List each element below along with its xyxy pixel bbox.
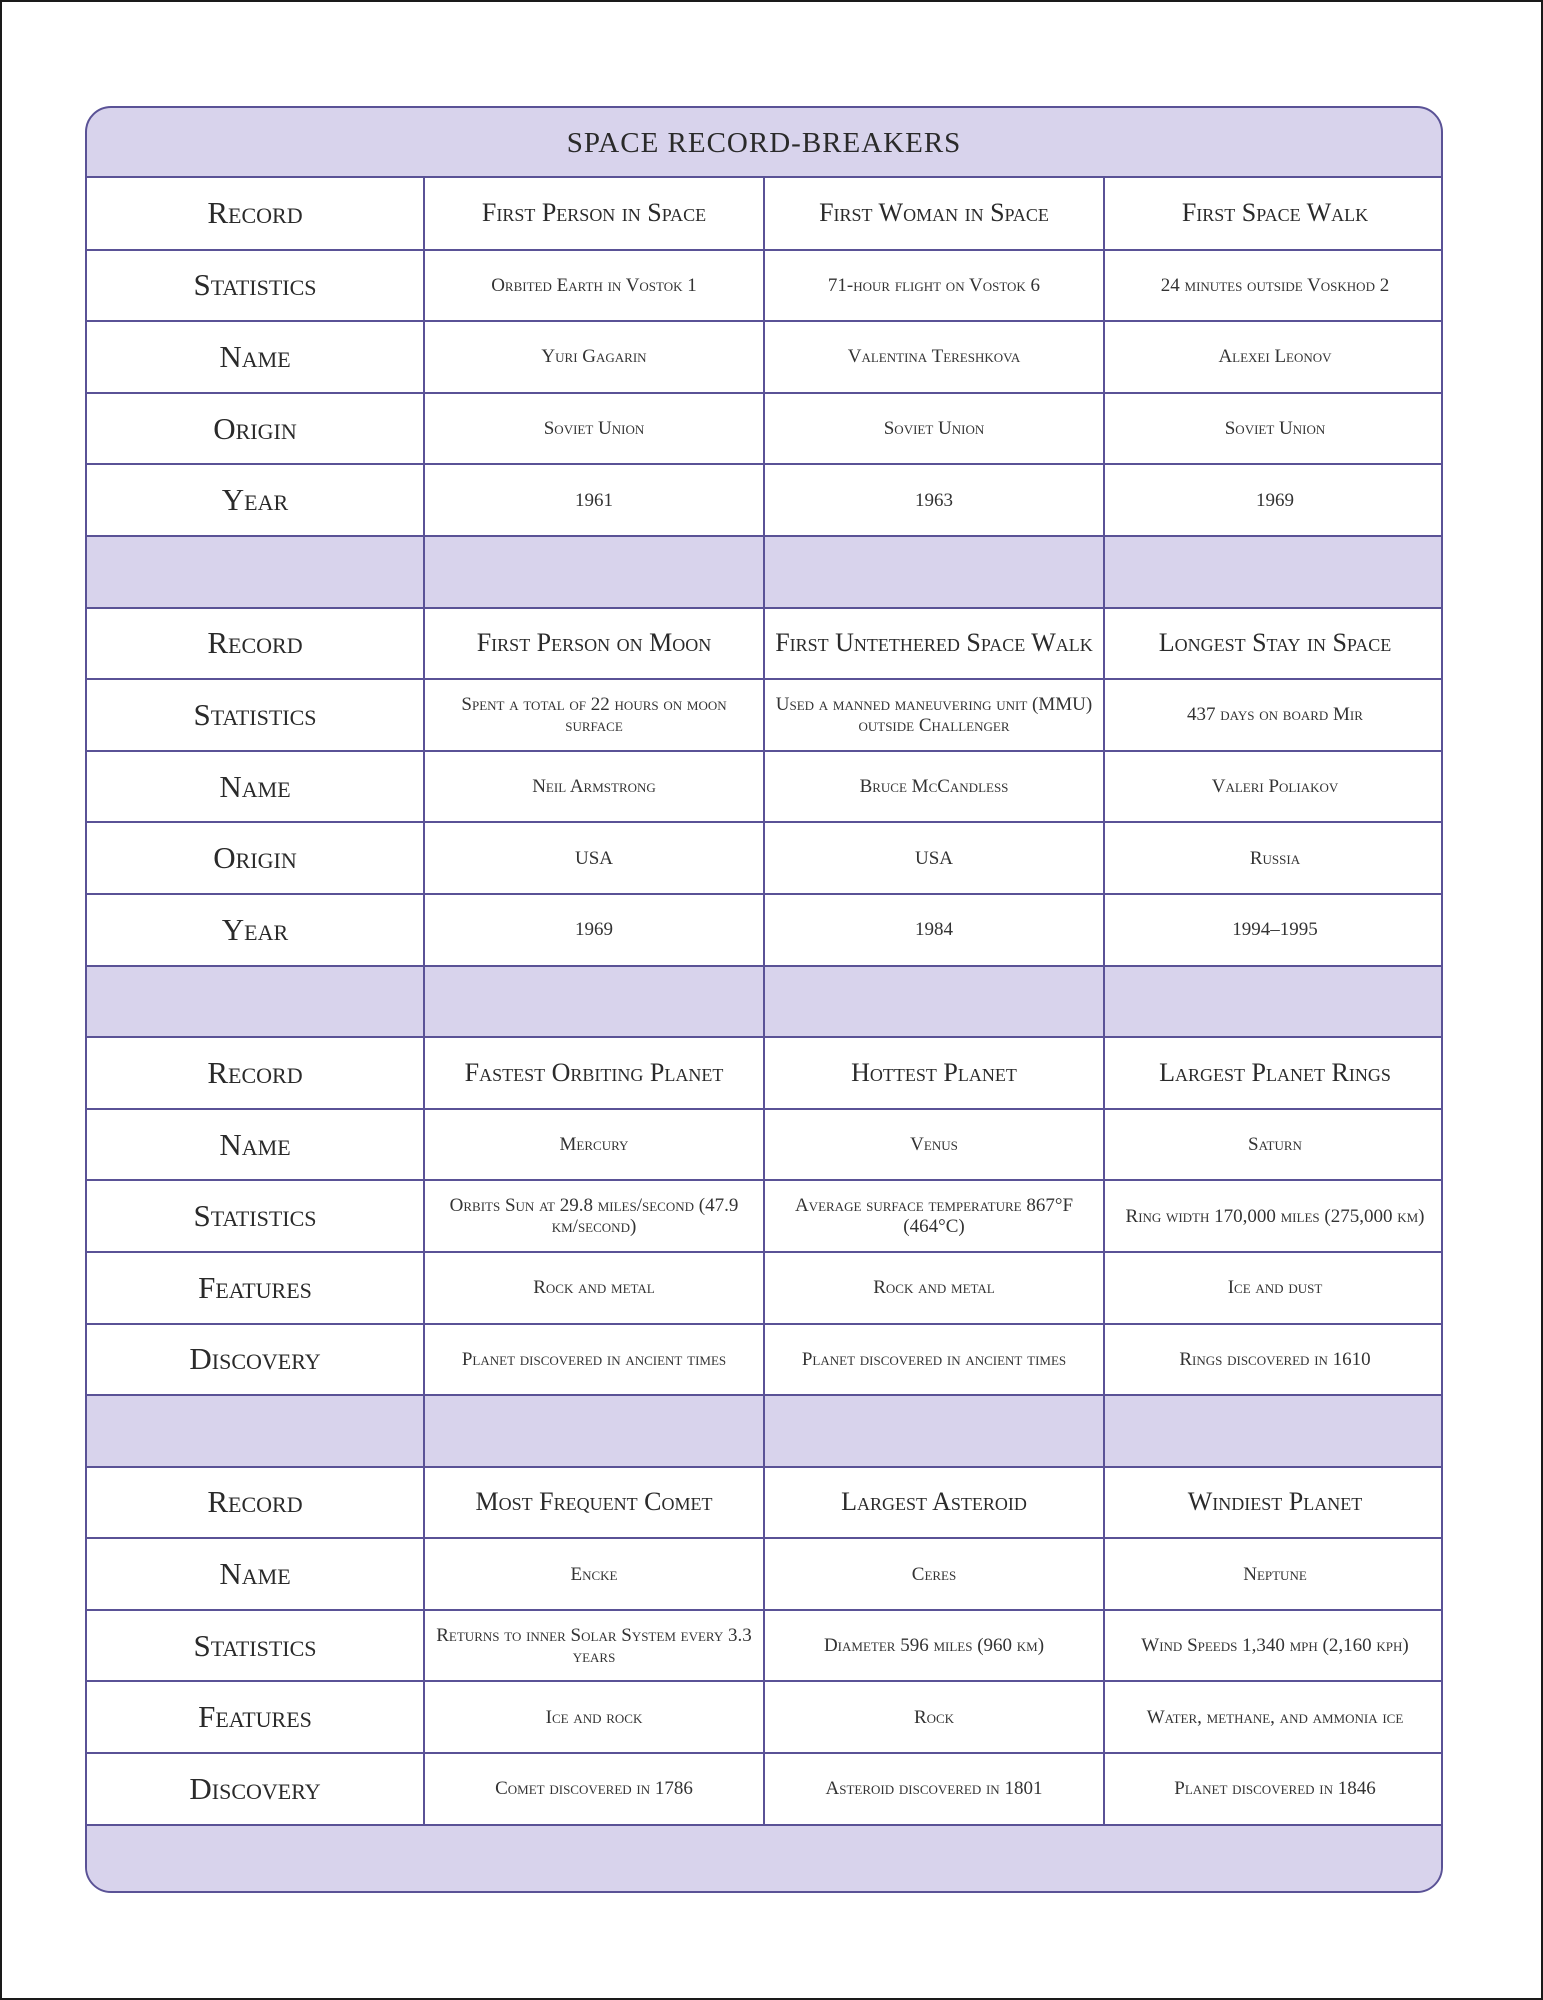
record-title-cell: First Person in Space (424, 178, 764, 250)
table-row (87, 464, 1443, 536)
row-label: Discovery (87, 1753, 424, 1825)
table-cell: Comet discovered in 1786 (424, 1753, 764, 1825)
divider-cell (424, 966, 764, 1038)
section-divider-band (87, 536, 1443, 608)
row-label: Record (87, 1467, 424, 1539)
table-row (87, 1681, 1443, 1753)
row-label: Year (87, 464, 424, 536)
table-cell: Orbited Earth in Vostok 1 (424, 250, 764, 322)
table-cell: Rock and metal (764, 1252, 1104, 1324)
table-cell: Saturn (1104, 1109, 1443, 1181)
table-row (87, 1610, 1443, 1682)
table-row (87, 608, 1443, 680)
divider-cell (87, 966, 424, 1038)
row-label: Record (87, 1037, 424, 1109)
table-row (87, 321, 1443, 393)
table-cell: 1969 (424, 894, 764, 966)
divider-cell (1104, 536, 1443, 608)
table-cell: USA (424, 822, 764, 894)
table-cell: Ice and dust (1104, 1252, 1443, 1324)
table-row (87, 751, 1443, 823)
table-row (87, 1109, 1443, 1181)
table-cell: Returns to inner Solar System every 3.3 years (424, 1610, 764, 1682)
table-cell: Diameter 596 miles (960 km) (764, 1610, 1104, 1682)
table-cell: Planet discovered in ancient times (424, 1324, 764, 1396)
table-cell: 24 minutes outside Voskhod 2 (1104, 250, 1443, 322)
table-cell: Planet discovered in 1846 (1104, 1753, 1443, 1825)
table-cell: Alexei Leonov (1104, 321, 1443, 393)
section-divider-band (87, 1395, 1443, 1467)
table-cell: Used a manned maneuvering unit (MMU) outside Challenger (764, 679, 1104, 751)
table-cell: Wind Speeds 1,340 mph (2,160 kph) (1104, 1610, 1443, 1682)
record-title-cell: Largest Planet Rings (1104, 1037, 1443, 1109)
row-label: Statistics (87, 679, 424, 751)
record-title-cell: Longest Stay in Space (1104, 608, 1443, 680)
table-row (87, 822, 1443, 894)
table-cell: Water, methane, and ammonia ice (1104, 1681, 1443, 1753)
row-label: Year (87, 894, 424, 966)
records-table-body (87, 178, 1443, 1893)
table-cell: Russia (1104, 822, 1443, 894)
record-title-cell: First Person on Moon (424, 608, 764, 680)
table-row (87, 178, 1443, 250)
divider-cell (764, 966, 1104, 1038)
table-cell: Encke (424, 1538, 764, 1610)
table-row (87, 1037, 1443, 1109)
row-label: Statistics (87, 1180, 424, 1252)
row-label: Statistics (87, 1610, 424, 1682)
record-title-cell: Hottest Planet (764, 1037, 1104, 1109)
table-cell: 1984 (764, 894, 1104, 966)
table-row (87, 679, 1443, 751)
table-row (87, 393, 1443, 465)
row-label: Record (87, 608, 424, 680)
table-cell: Ceres (764, 1538, 1104, 1610)
record-title-cell: Most Frequent Comet (424, 1467, 764, 1539)
table-cell: Ice and rock (424, 1681, 764, 1753)
table-cell: Soviet Union (1104, 393, 1443, 465)
row-label: Name (87, 1538, 424, 1610)
table-row (87, 1467, 1443, 1539)
table-cell: Neptune (1104, 1538, 1443, 1610)
table-cell: Ring width 170,000 miles (275,000 km) (1104, 1180, 1443, 1252)
record-title-cell: Fastest Orbiting Planet (424, 1037, 764, 1109)
row-label: Features (87, 1252, 424, 1324)
table-cell: 1969 (1104, 464, 1443, 536)
table-cell: Neil Armstrong (424, 751, 764, 823)
records-panel (85, 106, 1443, 1893)
table-cell: Bruce McCandless (764, 751, 1104, 823)
table-row (87, 1180, 1443, 1252)
table-cell: Average surface temperature 867°F (464°C) (764, 1180, 1104, 1252)
table-cell: Venus (764, 1109, 1104, 1181)
record-title-cell: Largest Asteroid (764, 1467, 1104, 1539)
table-row (87, 1252, 1443, 1324)
row-label: Origin (87, 393, 424, 465)
row-label: Name (87, 751, 424, 823)
table-row (87, 250, 1443, 322)
table-cell: Yuri Gagarin (424, 321, 764, 393)
table-cell: 1963 (764, 464, 1104, 536)
section-divider-band (87, 966, 1443, 1038)
table-cell: Spent a total of 22 hours on moon surface (424, 679, 764, 751)
row-label: Origin (87, 822, 424, 894)
table-row (87, 1324, 1443, 1396)
table-row (87, 894, 1443, 966)
table-cell: USA (764, 822, 1104, 894)
row-label: Features (87, 1681, 424, 1753)
records-table (87, 178, 1443, 1893)
divider-cell (424, 1395, 764, 1467)
record-title-cell: First Woman in Space (764, 178, 1104, 250)
divider-cell (1104, 966, 1443, 1038)
table-row (87, 1538, 1443, 1610)
divider-cell (424, 536, 764, 608)
table-cell: 1961 (424, 464, 764, 536)
table-cell: Soviet Union (764, 393, 1104, 465)
table-cell: Soviet Union (424, 393, 764, 465)
divider-cell (87, 536, 424, 608)
divider-cell (764, 536, 1104, 608)
table-cell: Orbits Sun at 29.8 miles/second (47.9 km/second) (424, 1180, 764, 1252)
row-label: Record (87, 178, 424, 250)
table-cell: 1994–1995 (1104, 894, 1443, 966)
divider-cell (87, 1825, 1443, 1893)
table-cell: Rock and metal (424, 1252, 764, 1324)
page-title: SPACE RECORD-BREAKERS (87, 108, 1441, 178)
table-cell: 437 days on board Mir (1104, 679, 1443, 751)
divider-cell (87, 1395, 424, 1467)
record-title-cell: Windiest Planet (1104, 1467, 1443, 1539)
record-title-cell: First Untethered Space Walk (764, 608, 1104, 680)
table-cell: Rock (764, 1681, 1104, 1753)
table-cell: Valeri Poliakov (1104, 751, 1443, 823)
row-label: Name (87, 1109, 424, 1181)
record-title-cell: First Space Walk (1104, 178, 1443, 250)
table-cell: Mercury (424, 1109, 764, 1181)
table-cell: Asteroid discovered in 1801 (764, 1753, 1104, 1825)
divider-cell (764, 1395, 1104, 1467)
table-cell: Valentina Tereshkova (764, 321, 1104, 393)
table-cell: 71-hour flight on Vostok 6 (764, 250, 1104, 322)
row-label: Discovery (87, 1324, 424, 1396)
divider-cell (1104, 1395, 1443, 1467)
section-divider-band (87, 1825, 1443, 1893)
table-cell: Planet discovered in ancient times (764, 1324, 1104, 1396)
row-label: Statistics (87, 250, 424, 322)
row-label: Name (87, 321, 424, 393)
table-row (87, 1753, 1443, 1825)
table-cell: Rings discovered in 1610 (1104, 1324, 1443, 1396)
